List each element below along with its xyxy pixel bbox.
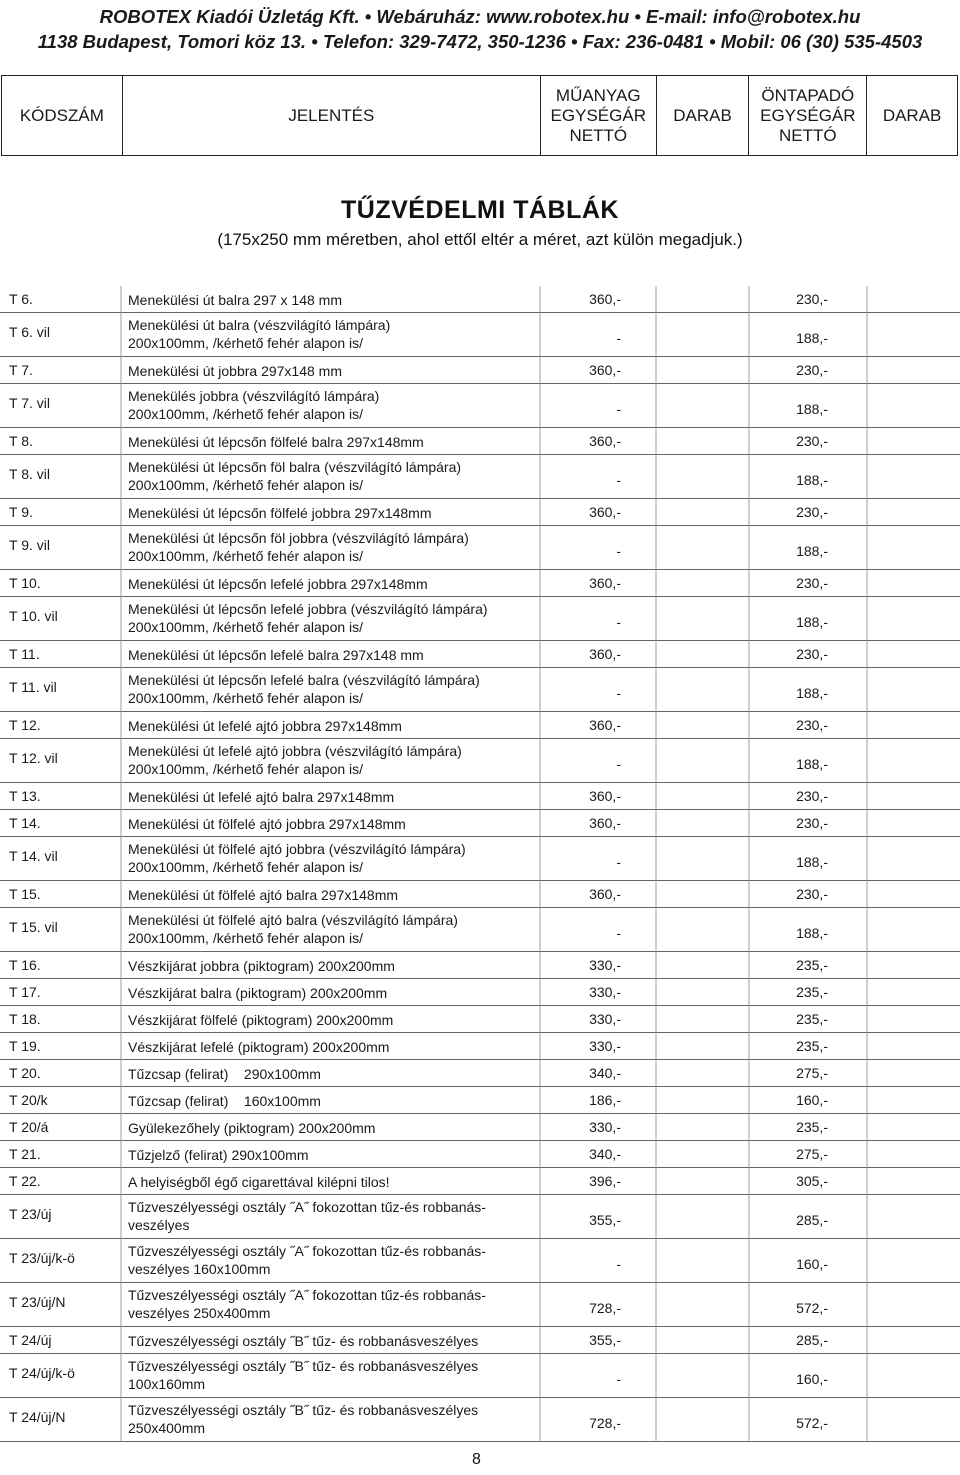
adhesive-unit-price: 275,- [796,1146,828,1162]
product-code: T 10. [9,575,41,591]
product-code: T 24/új/N [9,1409,66,1425]
plastic-unit-price: 360,- [589,815,621,831]
adhesive-unit-price: 305,- [796,1173,828,1189]
description-line: Tűzcsap (felirat) 290x100mm [128,1066,321,1082]
adhesive-unit-price: 188,- [796,401,828,417]
plastic-unit-price: 360,- [589,575,621,591]
product-code: T 11. [9,646,40,662]
description-line: Menekülési út lépcsőn fölfelé balra 297x148mm [128,434,424,450]
product-code: T 12. vil [9,750,58,766]
description-line: Menekülési út lépcsőn lefelé balra (vészvilágító lámpára) [128,672,480,688]
plastic-unit-price: 355,- [589,1212,621,1228]
plastic-unit-price: - [616,1371,621,1387]
description-line: 200x100mm, /kérhető fehér alapon is/ [128,548,364,564]
plastic-unit-price: 330,- [589,1119,621,1135]
adhesive-unit-price: 230,- [796,291,828,307]
adhesive-unit-price: 188,- [796,614,828,630]
description-line: Menekülési út balra 297 x 148 mm [128,292,342,308]
description-line: 200x100mm, /kérhető fehér alapon is/ [128,619,364,635]
product-code: T 11. vil [9,679,57,695]
adhesive-unit-price: 230,- [796,646,828,662]
adhesive-unit-price: 572,- [796,1300,828,1316]
product-code: T 14. vil [9,848,58,864]
plastic-unit-price: 360,- [589,504,621,520]
description-line: 200x100mm, /kérhető fehér alapon is/ [128,335,364,351]
product-code: T 18. [9,1011,41,1027]
plastic-unit-price: 360,- [589,291,621,307]
description-line: veszélyes 250x400mm [128,1305,271,1321]
plastic-unit-price: 330,- [589,1038,621,1054]
adhesive-unit-price: 235,- [796,1038,828,1054]
product-code: T 21. [9,1146,41,1162]
description-line: Menekülési út lépcsőn föl jobbra (vészvilágító lámpára) [128,530,469,546]
description-line: Menekülési út balra (vészvilágító lámpára) [128,317,391,333]
plastic-unit-price: - [616,854,621,870]
description-line: veszélyes 160x100mm [128,1261,271,1277]
plastic-unit-price: - [616,756,621,772]
plastic-unit-price: - [616,925,621,941]
plastic-unit-price: - [616,1256,621,1272]
plastic-unit-price: 728,- [589,1300,621,1316]
description-line: Menekülési út fölfelé ajtó jobbra 297x148mm [128,816,406,832]
description-line: Menekülési út fölfelé ajtó jobbra (vészvilágító lámpára) [128,841,466,857]
adhesive-unit-price: 230,- [796,504,828,520]
product-code: T 24/új [9,1332,52,1348]
column-header-row [1,75,958,156]
column-header-adhesive-price: ÖNTAPADÓ EGYSÉGÁR NETTÓ [749,76,867,155]
adhesive-unit-price: 230,- [796,362,828,378]
description-line: A helyiségből égő cigarettával kilépni tilos! [128,1174,390,1190]
description-line: 200x100mm, /kérhető fehér alapon is/ [128,477,364,493]
product-code: T 23/új/N [9,1294,66,1310]
plastic-unit-price: 360,- [589,717,621,733]
description-line: Tűzveszélyességi osztály ˝B˝ tűz- és robbanásveszélyes [128,1358,479,1374]
product-code: T 9. vil [9,537,50,553]
product-code: T 20. [9,1065,41,1081]
product-code: T 19. [9,1038,41,1054]
plastic-unit-price: - [616,614,621,630]
description-line: Tűzcsap (felirat) 160x100mm [128,1093,321,1109]
adhesive-unit-price: 160,- [796,1256,828,1272]
adhesive-unit-price: 235,- [796,984,828,1000]
product-code: T 24/új/k-ö [9,1365,75,1381]
product-code: T 20/k [9,1092,48,1108]
table-column-dividers [0,286,960,1442]
description-line: Tűzjelző (felirat) 290x100mm [128,1147,309,1163]
description-line: Menekülési út lefelé ajtó jobbra 297x148mm [128,718,402,734]
adhesive-unit-price: 230,- [796,433,828,449]
adhesive-unit-price: 230,- [796,717,828,733]
company-header-line-2: 1138 Budapest, Tomori köz 13. • Telefon: 329-7472, 350-1236 • Fax: 236-0481 • Mobil: 06 (30) 535-4503 [37,31,923,52]
plastic-unit-price: 360,- [589,788,621,804]
plastic-unit-price: - [616,685,621,701]
adhesive-unit-price: 235,- [796,1011,828,1027]
description-line: Menekülési út lépcsőn lefelé jobbra (vészvilágító lámpára) [128,601,488,617]
adhesive-unit-price: 160,- [796,1371,828,1387]
product-code: T 7. [9,362,33,378]
product-code: T 23/új/k-ö [9,1250,75,1266]
product-code: T 23/új [9,1206,52,1222]
description-line: Menekülési út lépcsőn fölfelé jobbra 297x148mm [128,505,432,521]
product-code: T 14. [9,815,41,831]
plastic-unit-price: 186,- [589,1092,621,1108]
plastic-unit-price: 360,- [589,433,621,449]
description-line: 200x100mm, /kérhető fehér alapon is/ [128,930,364,946]
description-line: Menekülési út lépcsőn lefelé jobbra 297x148mm [128,576,428,592]
product-code: T 10. vil [9,608,58,624]
description-line: Tűzveszélyességi osztály ˝B˝ tűz- és robbanásveszélyes [128,1333,479,1349]
description-line: Tűzveszélyességi osztály ˝A˝ fokozottan tűz-és robbanás- [128,1199,486,1215]
page-number: 8 [472,1451,481,1468]
plastic-unit-price: 360,- [589,886,621,902]
plastic-unit-price: - [616,472,621,488]
product-code: T 8. vil [9,466,50,482]
product-code: T 7. vil [9,395,50,411]
product-code: T 8. [9,433,33,449]
plastic-unit-price: 396,- [589,1173,621,1189]
product-code: T 6. [9,291,33,307]
product-code: T 9. [9,504,33,520]
description-line: Menekülési út fölfelé ajtó balra (vészvilágító lámpára) [128,912,458,928]
description-line: Vészkijárat lefelé (piktogram) 200x200mm [128,1039,390,1055]
product-code: T 16. [9,957,41,973]
description-line: Tűzveszélyességi osztály ˝B˝ tűz- és robbanásveszélyes [128,1402,479,1418]
description-line: Menekülési út lefelé ajtó balra 297x148mm [128,789,395,805]
section-title: TŰZVÉDELMI TÁBLÁK [341,196,619,224]
adhesive-unit-price: 188,- [796,685,828,701]
description-line: Tűzveszélyességi osztály ˝A˝ fokozottan tűz-és robbanás- [128,1287,486,1303]
product-code: T 12. [9,717,41,733]
adhesive-unit-price: 188,- [796,472,828,488]
adhesive-unit-price: 188,- [796,330,828,346]
description-line: Menekülési út jobbra 297x148 mm [128,363,343,379]
product-code: T 22. [9,1173,41,1189]
description-line: Tűzveszélyességi osztály ˝A˝ fokozottan tűz-és robbanás- [128,1243,486,1259]
adhesive-unit-price: 188,- [796,925,828,941]
plastic-unit-price: - [616,330,621,346]
adhesive-unit-price: 572,- [796,1415,828,1431]
adhesive-unit-price: 285,- [796,1332,828,1348]
product-code: T 17. [9,984,41,1000]
plastic-unit-price: 340,- [589,1065,621,1081]
plastic-unit-price: 360,- [589,362,621,378]
adhesive-unit-price: 230,- [796,575,828,591]
product-code: T 20/á [9,1119,49,1135]
adhesive-unit-price: 188,- [796,854,828,870]
description-line: veszélyes [128,1217,190,1233]
adhesive-unit-price: 188,- [796,543,828,559]
description-line: 200x100mm, /kérhető fehér alapon is/ [128,761,364,777]
description-line: Menekülési út lépcsőn föl balra (vészvilágító lámpára) [128,459,462,475]
column-header-plastic-price: MŰANYAG EGYSÉGÁR NETTÓ [541,76,657,155]
plastic-unit-price: - [616,401,621,417]
plastic-unit-price: 728,- [589,1415,621,1431]
description-line: Vészkijárat fölfelé (piktogram) 200x200mm [128,1012,394,1028]
product-code: T 15. [9,886,41,902]
description-line: 200x100mm, /kérhető fehér alapon is/ [128,406,364,422]
description-line: Menekülési út lefelé ajtó jobbra (vészvilágító lámpára) [128,743,462,759]
plastic-unit-price: 330,- [589,984,621,1000]
description-line: 100x160mm [128,1376,206,1392]
plastic-unit-price: - [616,543,621,559]
product-code: T 6. vil [9,324,50,340]
column-header-code: KÓDSZÁM [2,76,123,155]
description-line: Menekülési út lépcsőn lefelé balra 297x148 mm [128,647,424,663]
column-header-description: JELENTÉS [123,76,541,155]
adhesive-unit-price: 235,- [796,1119,828,1135]
description-line: Menekülés jobbra (vészvilágító lámpára) [128,388,380,404]
adhesive-unit-price: 160,- [796,1092,828,1108]
adhesive-unit-price: 285,- [796,1212,828,1228]
adhesive-unit-price: 275,- [796,1065,828,1081]
column-header-quantity-1: DARAB [657,76,750,155]
description-line: Vészkijárat jobbra (piktogram) 200x200mm [128,958,395,974]
description-line: Menekülési út fölfelé ajtó balra 297x148mm [128,887,399,903]
description-line: 250x400mm [128,1420,206,1436]
adhesive-unit-price: 188,- [796,756,828,772]
product-code: T 15. vil [9,919,58,935]
description-line: Vészkijárat balra (piktogram) 200x200mm [128,985,388,1001]
plastic-unit-price: 360,- [589,646,621,662]
company-header-line-1: ROBOTEX Kiadói Üzletág Kft. • Webáruház: www.robotex.hu • E-mail: info@robotex.hu [99,6,861,27]
adhesive-unit-price: 230,- [796,815,828,831]
description-line: 200x100mm, /kérhető fehér alapon is/ [128,690,364,706]
section-subtitle: (175x250 mm méretben, ahol ettől eltér a méret, azt külön megadjuk.) [217,230,743,249]
plastic-unit-price: 355,- [589,1332,621,1348]
description-line: 200x100mm, /kérhető fehér alapon is/ [128,859,364,875]
column-header-quantity-2: DARAB [882,105,942,125]
plastic-unit-price: 330,- [589,957,621,973]
adhesive-unit-price: 235,- [796,957,828,973]
product-code: T 13. [9,788,41,804]
description-line: Gyülekezőhely (piktogram) 200x200mm [128,1120,376,1136]
plastic-unit-price: 340,- [589,1146,621,1162]
adhesive-unit-price: 230,- [796,788,828,804]
adhesive-unit-price: 230,- [796,886,828,902]
plastic-unit-price: 330,- [589,1011,621,1027]
